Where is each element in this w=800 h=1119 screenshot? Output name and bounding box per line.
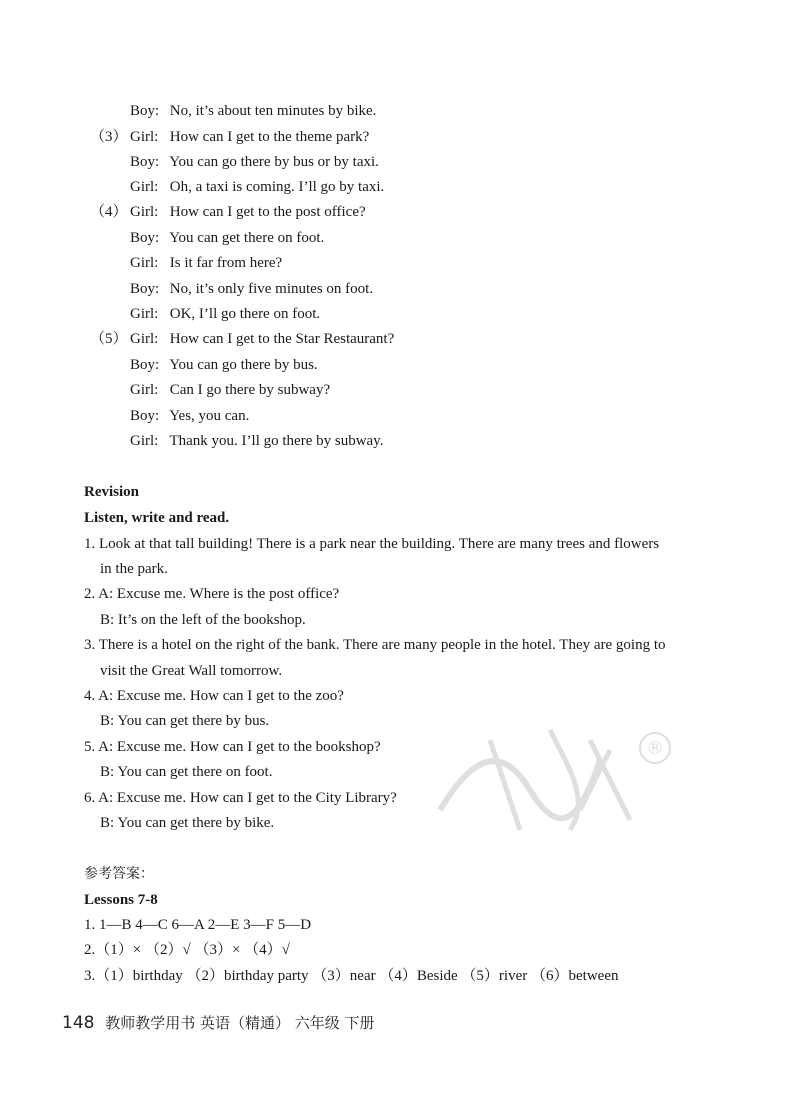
utterance: How can I get to the post office? — [169, 204, 366, 220]
speaker: Girl: — [130, 306, 159, 322]
dialogue-line-4 — [90, 177, 384, 197]
utterance: Is it far from here? — [169, 255, 283, 271]
utterance: Yes, you can. — [169, 408, 250, 424]
revision-line-3: 2. A: Excuse me. Where is the post office? — [84, 586, 340, 602]
answer-line-1: 1. 1—B 4—C 6—A 2—E 3—F 5—D — [84, 917, 312, 933]
dialogue-line-8 — [90, 279, 373, 299]
dialogue-line-12 — [90, 380, 330, 400]
answer-line-3: 3.（1）birthday （2）birthday party （3）near （4）Beside （5）river （6）between — [84, 968, 619, 984]
speaker: Girl: — [130, 331, 159, 347]
revision-line-1: 1. Look at that tall building! There is a park near the building. There are many trees and flowers — [84, 536, 660, 552]
utterance: OK, I’ll go there on foot. — [169, 306, 321, 322]
dialogue-line-1 — [90, 101, 376, 121]
item-number: （3） — [90, 129, 128, 145]
speaker: Boy: — [130, 230, 160, 246]
answer-line-2: 2.（1）× （2）√ （3）× （4）√ — [84, 942, 290, 958]
dialogue-line-7 — [90, 253, 282, 273]
item-number: （4） — [90, 204, 128, 220]
revision-line-9: 5. A: Excuse me. How can I get to the bookshop? — [84, 739, 381, 755]
utterance: Thank you. I’ll go there by subway. — [169, 433, 384, 449]
revision-line-8: B: You can get there by bus. — [100, 713, 270, 729]
book-title: 教师教学用书 英语（精通） 六年级 下册 — [105, 1014, 375, 1032]
dialogue-line-3 — [90, 152, 379, 172]
revision-line-12: B: You can get there by bike. — [100, 815, 275, 831]
publisher-watermark — [430, 700, 680, 840]
revision-line-6: visit the Great Wall tomorrow. — [100, 663, 283, 679]
revision-line-5: 3. There is a hotel on the right of the bank. There are many people in the hotel. They are going to — [84, 637, 666, 653]
revision-heading: Revision — [84, 484, 140, 500]
speaker: Boy: — [130, 357, 160, 373]
utterance: You can go there by bus or by taxi. — [169, 154, 379, 170]
revision-line-11: 6. A: Excuse me. How can I get to the City Library? — [84, 790, 397, 806]
utterance: No, it’s about ten minutes by bike. — [169, 103, 377, 119]
dialogue-line-6 — [90, 228, 324, 248]
item-number: （5） — [90, 331, 128, 347]
speaker: Boy: — [130, 408, 160, 424]
revision-line-2: in the park. — [100, 561, 168, 577]
utterance: Oh, a taxi is coming. I’ll go by taxi. — [169, 179, 385, 195]
page-number: 148 — [62, 1013, 95, 1033]
dialogue-line-9 — [90, 304, 320, 324]
utterance: How can I get to the Star Restaurant? — [169, 331, 395, 347]
dialogue-line-10 — [90, 329, 394, 349]
speaker: Girl: — [130, 255, 159, 271]
utterance: You can go there by bus. — [169, 357, 318, 373]
speaker: Girl: — [130, 129, 159, 145]
revision-line-10: B: You can get there on foot. — [100, 764, 273, 780]
utterance: You can get there on foot. — [169, 230, 325, 246]
registered-mark: ® — [646, 738, 664, 759]
dialogue-line-2 — [90, 127, 369, 147]
speaker: Boy: — [130, 154, 160, 170]
speaker: Girl: — [130, 179, 159, 195]
answers-label: 参考答案： — [84, 866, 154, 882]
revision-line-7: 4. A: Excuse me. How can I get to the zoo? — [84, 688, 344, 704]
speaker: Boy: — [130, 281, 160, 297]
revision-subheading: Listen, write and read. — [84, 510, 230, 526]
utterance: Can I go there by subway? — [169, 382, 331, 398]
speaker: Girl: — [130, 382, 159, 398]
lesson-title: Lessons 7-8 — [84, 892, 158, 908]
utterance: How can I get to the theme park? — [169, 129, 370, 145]
speaker: Boy: — [130, 103, 160, 119]
page-footer — [62, 1012, 375, 1033]
dialogue-line-14 — [90, 431, 383, 451]
dialogue-line-11 — [90, 355, 318, 375]
dialogue-line-5 — [90, 202, 366, 222]
dialogue-line-13 — [90, 406, 249, 426]
revision-line-4: B: It’s on the left of the bookshop. — [100, 612, 306, 628]
speaker: Girl: — [130, 204, 159, 220]
utterance: No, it’s only five minutes on foot. — [169, 281, 374, 297]
speaker: Girl: — [130, 433, 159, 449]
